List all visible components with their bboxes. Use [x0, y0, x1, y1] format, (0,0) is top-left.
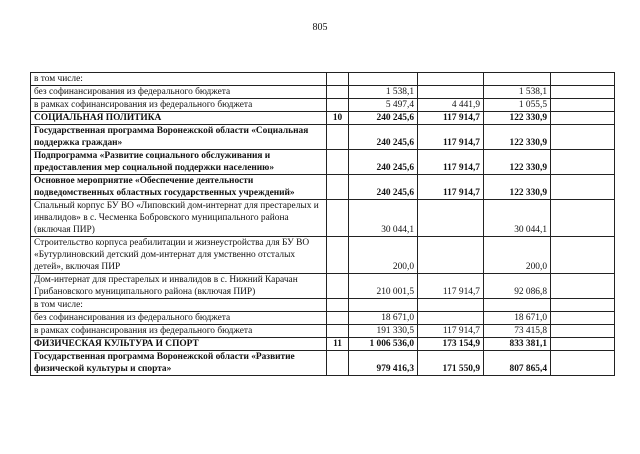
table-row: [31, 274, 615, 299]
federal-amount-cell: 117 914,7: [418, 175, 484, 200]
regional-amount-cell: 200,0: [484, 237, 551, 274]
section-code-cell: [327, 312, 349, 325]
row-name-cell: Дом-интернат для престарелых и инвалидов в с. Нижний Карачан Грибановского муниципального района (включая ПИР): [31, 274, 327, 299]
section-code-cell: [327, 325, 349, 338]
regional-amount-cell: 122 330,9: [484, 175, 551, 200]
extra-amount-cell: [551, 175, 615, 200]
section-code-cell: [327, 150, 349, 175]
extra-amount-cell: [551, 312, 615, 325]
table-row: [31, 338, 615, 351]
table-row: [31, 237, 615, 274]
section-code-cell: [327, 86, 349, 99]
total-amount-cell: 240 245,6: [349, 112, 418, 125]
table-row: [31, 112, 615, 125]
regional-amount-cell: 92 086,8: [484, 274, 551, 299]
section-code-cell: 11: [327, 338, 349, 351]
extra-amount-cell: [551, 86, 615, 99]
extra-amount-cell: [551, 125, 615, 150]
federal-amount-cell: [418, 237, 484, 274]
regional-amount-cell: [484, 73, 551, 86]
regional-amount-cell: 30 044,1: [484, 200, 551, 237]
total-amount-cell: 18 671,0: [349, 312, 418, 325]
table-row: [31, 351, 615, 376]
section-code-cell: [327, 299, 349, 312]
federal-amount-cell: [418, 86, 484, 99]
total-amount-cell: 1 006 536,0: [349, 338, 418, 351]
federal-amount-cell: 171 550,9: [418, 351, 484, 376]
row-name-cell: Основное мероприятие «Обеспечение деятельности подведомственных областных государственных учреждений»: [31, 175, 327, 200]
row-name-cell: в том числе:: [31, 299, 327, 312]
total-amount-cell: 5 497,4: [349, 99, 418, 112]
extra-amount-cell: [551, 338, 615, 351]
total-amount-cell: 1 538,1: [349, 86, 418, 99]
section-code-cell: 10: [327, 112, 349, 125]
row-name-cell: Государственная программа Воронежской области «Развитие физической культуры и спорта»: [31, 351, 327, 376]
extra-amount-cell: [551, 99, 615, 112]
extra-amount-cell: [551, 150, 615, 175]
extra-amount-cell: [551, 351, 615, 376]
extra-amount-cell: [551, 299, 615, 312]
page-number: 805: [312, 22, 328, 33]
total-amount-cell: 979 416,3: [349, 351, 418, 376]
extra-amount-cell: [551, 237, 615, 274]
federal-amount-cell: 117 914,7: [418, 125, 484, 150]
regional-amount-cell: 807 865,4: [484, 351, 551, 376]
row-name-cell: ФИЗИЧЕСКАЯ КУЛЬТУРА И СПОРТ: [31, 338, 327, 351]
federal-amount-cell: [418, 200, 484, 237]
section-code-cell: [327, 175, 349, 200]
budget-table: [30, 72, 615, 376]
regional-amount-cell: 122 330,9: [484, 150, 551, 175]
table-row: [31, 200, 615, 237]
federal-amount-cell: 117 914,7: [418, 325, 484, 338]
table-row: [31, 312, 615, 325]
section-code-cell: [327, 274, 349, 299]
extra-amount-cell: [551, 73, 615, 86]
regional-amount-cell: 122 330,9: [484, 125, 551, 150]
table-row: [31, 86, 615, 99]
total-amount-cell: [349, 73, 418, 86]
row-name-cell: в том числе:: [31, 73, 327, 86]
row-name-cell: Подпрограмма «Развитие социального обслуживания и предоставления мер социальной поддержки населению»: [31, 150, 327, 175]
regional-amount-cell: 833 381,1: [484, 338, 551, 351]
total-amount-cell: [349, 299, 418, 312]
federal-amount-cell: [418, 312, 484, 325]
regional-amount-cell: 122 330,9: [484, 112, 551, 125]
budget-table-body: [31, 73, 615, 376]
table-row: [31, 175, 615, 200]
table-row: [31, 73, 615, 86]
extra-amount-cell: [551, 274, 615, 299]
federal-amount-cell: 173 154,9: [418, 338, 484, 351]
table-row: [31, 325, 615, 338]
federal-amount-cell: 117 914,7: [418, 150, 484, 175]
federal-amount-cell: [418, 299, 484, 312]
table-row: [31, 299, 615, 312]
total-amount-cell: 240 245,6: [349, 150, 418, 175]
regional-amount-cell: [484, 299, 551, 312]
row-name-cell: в рамках софинансирования из федерального бюджета: [31, 325, 327, 338]
regional-amount-cell: 73 415,8: [484, 325, 551, 338]
section-code-cell: [327, 73, 349, 86]
total-amount-cell: 210 001,5: [349, 274, 418, 299]
regional-amount-cell: 1 055,5: [484, 99, 551, 112]
federal-amount-cell: [418, 73, 484, 86]
section-code-cell: [327, 200, 349, 237]
row-name-cell: Спальный корпус БУ ВО «Липовский дом-интернат для престарелых и инвалидов» в с. Чесменка Бобровского муниципального района (включая ПИР): [31, 200, 327, 237]
regional-amount-cell: 18 671,0: [484, 312, 551, 325]
section-code-cell: [327, 237, 349, 274]
federal-amount-cell: 117 914,7: [418, 112, 484, 125]
extra-amount-cell: [551, 200, 615, 237]
extra-amount-cell: [551, 112, 615, 125]
extra-amount-cell: [551, 325, 615, 338]
total-amount-cell: 191 330,5: [349, 325, 418, 338]
regional-amount-cell: 1 538,1: [484, 86, 551, 99]
row-name-cell: в рамках софинансирования из федерального бюджета: [31, 99, 327, 112]
section-code-cell: [327, 351, 349, 376]
total-amount-cell: 240 245,6: [349, 175, 418, 200]
row-name-cell: Строительство корпуса реабилитации и жизнеустройства для БУ ВО «Бутурлиновский детский дом-интернат для умственно отсталых детей», включая ПИР: [31, 237, 327, 274]
row-name-cell: без софинансирования из федерального бюджета: [31, 312, 327, 325]
row-name-cell: без софинансирования из федерального бюджета: [31, 86, 327, 99]
row-name-cell: СОЦИАЛЬНАЯ ПОЛИТИКА: [31, 112, 327, 125]
table-row: [31, 150, 615, 175]
row-name-cell: Государственная программа Воронежской области «Социальная поддержка граждан»: [31, 125, 327, 150]
total-amount-cell: 30 044,1: [349, 200, 418, 237]
table-row: [31, 125, 615, 150]
section-code-cell: [327, 99, 349, 112]
section-code-cell: [327, 125, 349, 150]
federal-amount-cell: 4 441,9: [418, 99, 484, 112]
total-amount-cell: 240 245,6: [349, 125, 418, 150]
total-amount-cell: 200,0: [349, 237, 418, 274]
table-row: [31, 99, 615, 112]
federal-amount-cell: 117 914,7: [418, 274, 484, 299]
